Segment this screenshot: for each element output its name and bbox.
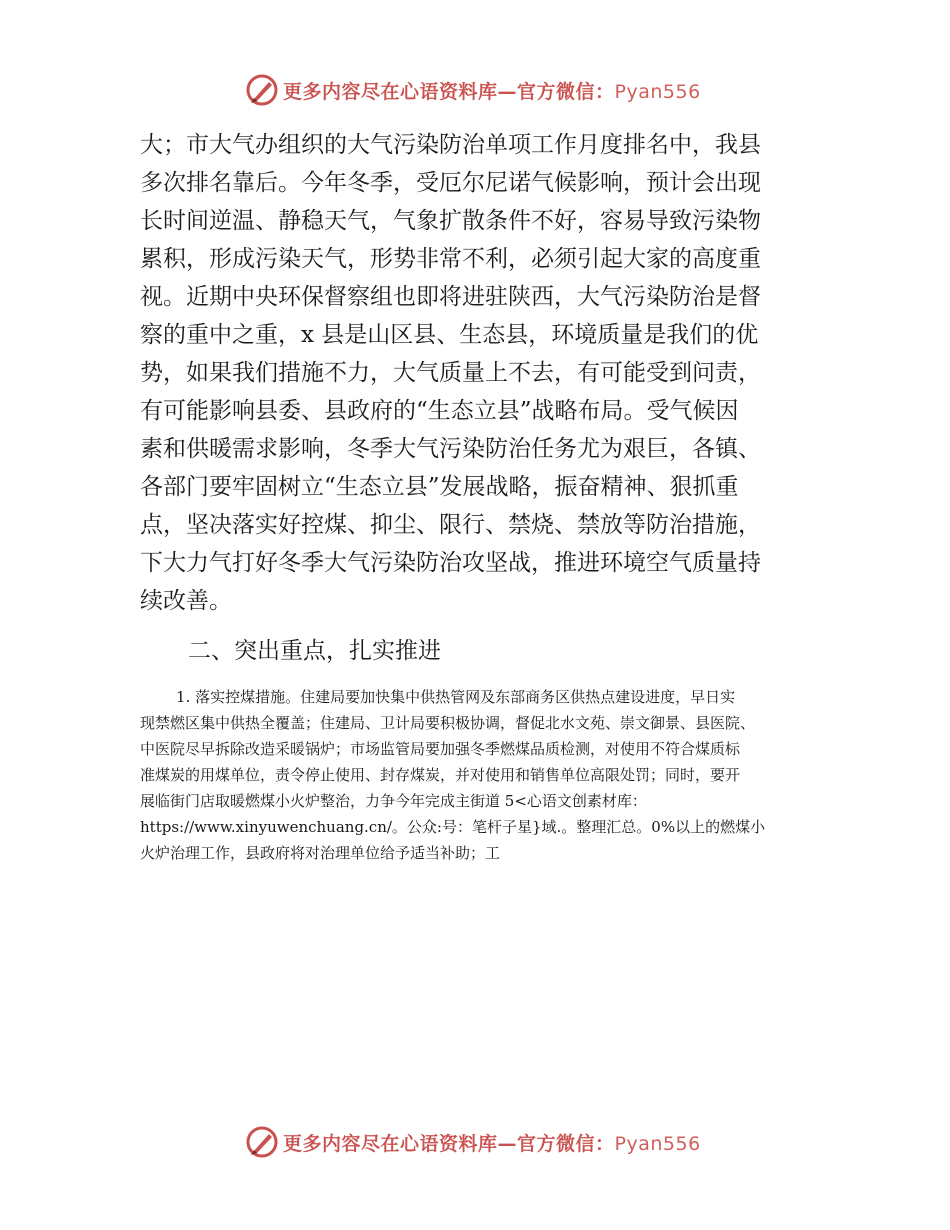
item-line: 准煤炭的用煤单位，责令停止使用、封存煤炭，并对使用和销售单位高限处罚；同时，要开 <box>140 766 741 784</box>
paragraph-line: 长时间逆温、静稳天气，气象扩散条件不好，容易导致污染物 <box>140 208 761 234</box>
paragraph-line: 累积，形成污染天气，形势非常不利，必须引起大家的高度重 <box>140 246 761 272</box>
item-line: 中医院尽早拆除改造采暖锅炉；市场监管局要加强冬季燃煤品质检测，对使用不符合煤质标 <box>140 740 741 758</box>
item-line: 现禁燃区集中供热全覆盖；住建局、卫计局要积极协调，督促北水文苑、崇文御景、县医院、 <box>140 714 756 732</box>
footer-watermark <box>245 1122 701 1162</box>
item-line: https://www.xinyuwenchuang.cn/。公众:号：笔杆子星}域.。整理汇总。0%以上的燃煤小 <box>140 818 766 836</box>
item-line: 1. 落实控煤措施。住建局要加快集中供热管网及东部商务区供热点建设进度，早日实 <box>176 688 736 706</box>
paragraph-line: 视。近期中央环保督察组也即将进驻陕西，大气污染防治是督 <box>140 284 761 310</box>
pen-seal-icon <box>245 1125 279 1159</box>
pen-seal-icon <box>245 73 279 107</box>
paragraph-line: 有可能影响县委、县政府的“生态立县”战略布局。受气候因 <box>140 398 739 424</box>
paragraph-line: 察的重中之重，x 县是山区县、生态县，环境质量是我们的优 <box>140 322 759 348</box>
footer-watermark-text: 更多内容尽在心语资料库—官方微信：Pyan556 <box>283 1132 701 1155</box>
item-line: 展临街门店取暖燃煤小火炉整治，力争今年完成主街道 5<心语文创素材库： <box>140 792 647 810</box>
header-watermark-text: 更多内容尽在心语资料库—官方微信：Pyan556 <box>283 80 701 103</box>
paragraph-line: 各部门要牢固树立“生态立县”发展战略，振奋精神、狠抓重 <box>140 474 739 500</box>
paragraph-line: 点，坚决落实好控煤、抑尘、限行、禁烧、禁放等防治措施， <box>140 512 761 538</box>
paragraph-line: 续改善。 <box>140 588 232 614</box>
paragraph-line: 多次排名靠后。今年冬季，受厄尔尼诺气候影响，预计会出现 <box>140 170 761 196</box>
body-paragraph <box>140 126 820 620</box>
paragraph-line: 素和供暖需求影响，冬季大气污染防治任务尤为艰巨，各镇、 <box>140 436 761 462</box>
item-paragraph <box>140 684 820 866</box>
paragraph-line: 下大力气打好冬季大气污染防治攻坚战，推进环境空气质量持 <box>140 550 761 576</box>
section-heading: 二、突出重点，扎实推进 <box>188 638 441 664</box>
paragraph-line: 大；市大气办组织的大气污染防治单项工作月度排名中，我县 <box>140 132 761 158</box>
item-line: 火炉治理工作，县政府将对治理单位给予适当补助；工 <box>140 844 501 862</box>
paragraph-line: 势，如果我们措施不力，大气质量上不去，有可能受到问责， <box>140 360 761 386</box>
header-watermark <box>245 70 701 110</box>
